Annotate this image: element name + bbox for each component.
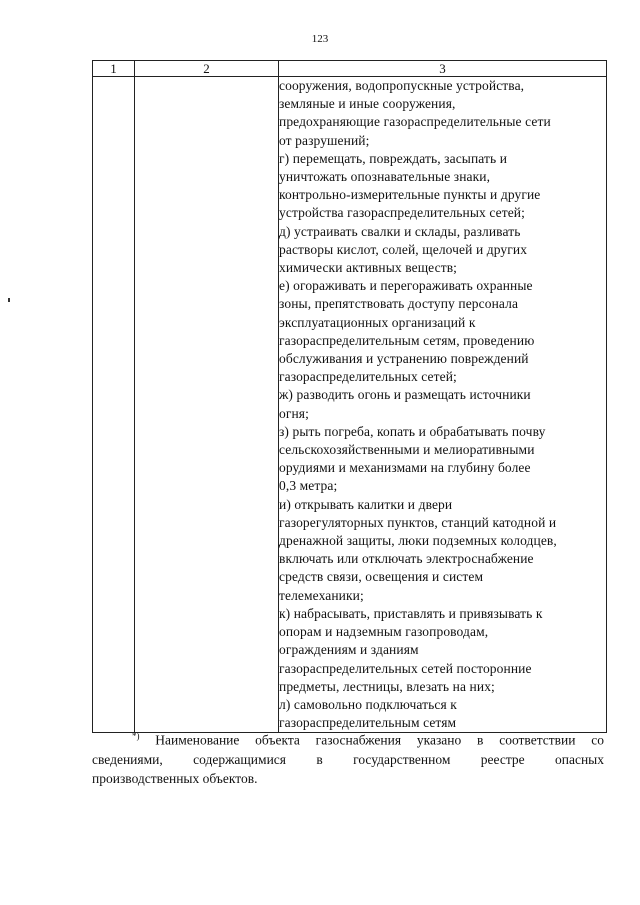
text-line: контрольно-измерительные пункты и другие: [279, 187, 541, 203]
text-line: огня;: [279, 405, 309, 421]
text-line: ограждениям и зданиям: [279, 642, 419, 658]
text-line: з) рыть погреба, копать и обрабатывать почву: [279, 423, 546, 439]
footnote-line-2: сведениями, содержащимися в государственном реестре опасных: [92, 751, 604, 767]
text-line: устройства газораспределительных сетей;: [279, 205, 525, 221]
table-row: [93, 77, 607, 733]
table-header-row: [93, 61, 607, 77]
margin-mark: [8, 298, 10, 302]
text-line: обслуживания и устранению повреждений: [279, 351, 529, 367]
footnote-line-1: [92, 727, 604, 750]
header-col-2: 2: [135, 61, 279, 77]
footnote-marker: *): [132, 731, 140, 741]
text-line: сооружения, водопропускные устройства,: [279, 78, 525, 93]
text-line: зоны, препятствовать доступу персонала: [279, 296, 519, 312]
text-line: средств связи, освещения и систем: [279, 569, 484, 585]
requirements-table: [92, 60, 607, 733]
header-col-3: 3: [279, 61, 607, 77]
text-line: предметы, лестницы, влезать на них;: [279, 678, 495, 694]
text-line: предохраняющие газораспределительные сети: [279, 114, 551, 130]
text-line: орудиями и механизмами на глубину более: [279, 460, 531, 476]
text-line: дренажной защиты, люки подземных колодцев,: [279, 533, 557, 549]
restrictions-text: [279, 77, 606, 732]
footnote-line-1-text: Наименование объекта газоснабжения указано в соответствии со: [155, 732, 605, 748]
text-line: уничтожать опознавательные знаки,: [279, 169, 491, 185]
text-line: телемеханики;: [279, 587, 364, 603]
text-line: газораспределительным сетям: [279, 715, 457, 731]
text-line: и) открывать калитки и двери: [279, 496, 453, 512]
text-line: ж) разводить огонь и размещать источники: [279, 387, 531, 403]
text-line: химически активных веществ;: [279, 260, 458, 276]
footnote-line-3: производственных объектов.: [92, 770, 258, 786]
text-line: эксплуатационных организаций к: [279, 314, 476, 330]
text-line: от разрушений;: [279, 132, 370, 148]
text-line: к) набрасывать, приставлять и привязывать к: [279, 605, 543, 621]
text-line: газорегуляторных пунктов, станций катодной и: [279, 514, 557, 530]
text-line: опорам и надземным газопроводам,: [279, 624, 489, 640]
text-line: газораспределительных сетей;: [279, 369, 457, 385]
text-line: е) огораживать и перегораживать охранные: [279, 278, 533, 294]
cell-col-3: [279, 77, 607, 733]
page-number: 123: [311, 33, 329, 45]
text-line: газораспределительным сетям, проведению: [279, 332, 535, 348]
text-line: л) самовольно подключаться к: [279, 696, 457, 712]
cell-col-1: [93, 77, 135, 733]
text-line: 0,3 метра;: [279, 478, 338, 494]
footnote: [92, 727, 604, 788]
text-line: включать или отключать электроснабжение: [279, 551, 534, 567]
cell-col-2: [135, 77, 279, 733]
text-line: земляные и иные сооружения,: [279, 96, 456, 112]
header-col-1: 1: [93, 61, 135, 77]
text-line: газораспределительных сетей посторонние: [279, 660, 532, 676]
text-line: растворы кислот, солей, щелочей и других: [279, 241, 528, 257]
text-line: г) перемещать, повреждать, засыпать и: [279, 150, 508, 166]
text-line: сельскохозяйственными и мелиоративными: [279, 442, 535, 458]
text-line: д) устраивать свалки и склады, разливать: [279, 223, 521, 239]
